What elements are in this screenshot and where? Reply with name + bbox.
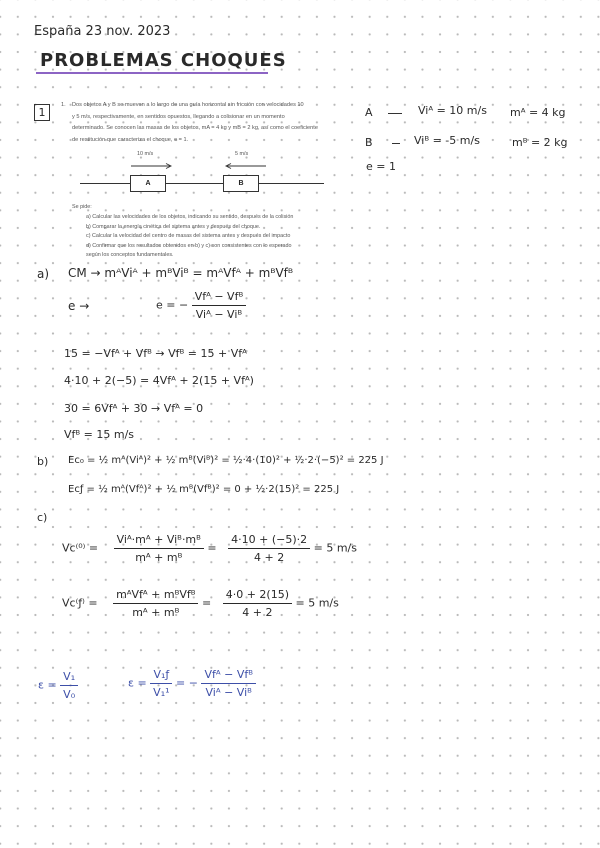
note-e2-lhs: ε = — [128, 676, 147, 690]
cm-initial-equals: = — [207, 541, 217, 555]
momentum-equation: CM → mᴬViᴬ + mᴮViᴮ = mᴬVfᴬ + mᴮVfᴮ — [68, 266, 294, 280]
page-title: PROBLEMAS CHOQUES — [40, 50, 287, 71]
arrow-right-icon — [130, 162, 174, 170]
ask-item: d) Confirmar que los resultados obtenidos en b) y c) son consistentes con lo esperado — [86, 242, 292, 249]
ask-item: c) Calcular la velocidad del centro de masas del sistema antes y después del impacto — [86, 233, 291, 239]
data-b-velocity: Viᴮ = -5 m/s — [414, 134, 480, 147]
note-epsilon-1 — [38, 670, 78, 701]
note-e2-sign: − — [188, 676, 198, 690]
cm-final-fraction — [113, 588, 198, 619]
algebra-line-3: 30 = 6Vfᴬ + 30 → Vfᴬ = 0 — [64, 402, 204, 415]
note-e1-numerator: V₁ — [60, 670, 78, 686]
ask-item: a) Calcular las velocidades de los objetos, indicando su sentido, después de la colisión — [86, 214, 294, 220]
restitution-prefix: e → — [68, 299, 90, 313]
cm-initial-fraction — [114, 533, 204, 564]
cm-final-denominator-values: 4 + 2 — [242, 606, 273, 619]
kinetic-energy-initial: Ec₀ = ½ mᴬ(Viᴬ)² + ½ mᴮ(Viᴮ)² = ½·4·(10)² + ½·2·(−5)² = 225 J — [68, 455, 384, 466]
note-e2-numerator-values: Vfᴬ − Vfᴮ — [201, 668, 256, 684]
cm-initial-numerator-values: 4·10 + (−5)·2 — [228, 533, 310, 549]
velocity-b-label: 5 m/s — [235, 151, 249, 157]
cm-initial-lhs: Vc⁽⁰⁾ = — [62, 541, 99, 555]
note-e1-denominator: V₀ — [63, 688, 76, 701]
data-a-label: A — [365, 106, 373, 119]
cm-velocity-final — [62, 588, 339, 619]
data-b-mass: mᴮ = 2 kg — [512, 136, 568, 149]
problem-number: 1 — [38, 106, 46, 119]
note-e2-numerator: V₁ƒ — [150, 668, 172, 684]
asks-list — [86, 213, 293, 261]
statement-line: determinado. Se conocen las masas de los objetos, mA = 4 kg y mB = 2 kg, así como el coeficiente — [72, 125, 318, 131]
data-a-mass: mᴬ = 4 kg — [510, 106, 566, 119]
cm-final-numerator-values: 4·0 + 2(15) — [223, 588, 292, 604]
note-e2-denominator: V₁¹ — [153, 686, 170, 699]
part-c-label: c) — [37, 511, 48, 524]
statement-line: Dos objetos A y B se mueven a lo largo de una guía horizontal sin fricción con velocidades 10 — [72, 102, 304, 108]
note-e2-equals: = — [176, 676, 186, 690]
cm-final-numerator: mᴬVfᴬ + mᴮVfᴮ — [113, 588, 198, 604]
restitution-denominator: Viᴬ − Viᴮ — [195, 308, 243, 321]
problem-statement — [72, 100, 318, 146]
block-b: B — [223, 175, 259, 192]
cm-initial-result: = 5 m/s — [313, 541, 357, 555]
cm-final-fraction-values — [223, 588, 292, 619]
statement-line: de restitución que caracteriza el choque, e = 1. — [72, 136, 189, 143]
asks-label: Se pide: — [72, 204, 92, 210]
algebra-line-2: 4·10 + 2(−5) = 4Vfᴬ + 2(15 + Vfᴬ) — [64, 374, 254, 387]
cm-initial-denominator-values: 4 + 2 — [254, 551, 285, 564]
cm-final-denominator: mᴬ + mᴮ — [132, 606, 180, 619]
problem-number-box — [34, 104, 50, 121]
note-e2-denominator-values: Viᴬ − Viᴮ — [205, 686, 252, 699]
statement-line: y 5 m/s, respectivamente, en sentidos opuestos, llegando a colisionar en un momento — [72, 113, 285, 120]
data-a-velocity: Viᴬ = 10 m/s — [418, 104, 487, 117]
cm-initial-denominator: mᴬ + mᴮ — [135, 551, 183, 564]
cm-final-lhs: Vc⁽ƒ⁾ = — [62, 596, 98, 610]
restitution-formula — [156, 290, 246, 321]
cm-initial-fraction-values — [228, 533, 310, 564]
part-a-label: a) — [37, 267, 50, 281]
arrow-left-icon — [223, 162, 267, 170]
block-a: A — [130, 175, 166, 192]
algebra-line-4: Vfᴮ = 15 m/s — [64, 428, 135, 441]
note-e2-fraction-values — [201, 668, 256, 699]
ask-item: b) Comparar la energía cinética del sistema antes y después del choque. — [86, 223, 261, 230]
kinetic-energy-final: Ecƒ = ½ mᴬ(Vfᴬ)² + ½ mᴮ(Vfᴮ)² = 0 + ½·2(15)² = 225 J — [68, 484, 340, 495]
problem-number-prefix: 1. — [61, 102, 66, 108]
collision-diagram — [80, 148, 330, 200]
cm-initial-numerator: Viᴬ·mᴬ + Viᴮ·mᴮ — [114, 533, 204, 549]
part-b-label: b) — [37, 455, 49, 468]
note-e2-fraction — [150, 668, 172, 699]
algebra-line-1: 15 = −Vfᴬ + Vfᴮ → Vfᴮ = 15 + Vfᴬ — [64, 347, 247, 360]
cm-final-result: = 5 m/s — [295, 596, 339, 610]
date-heading: España 23 nov. 2023 — [34, 24, 171, 39]
data-a-dash — [388, 113, 402, 114]
cm-velocity-initial — [62, 533, 357, 564]
cm-final-equals: = — [201, 596, 212, 610]
velocity-a-label: 10 m/s — [137, 151, 154, 157]
ask-item: según los conceptos fundamentales. — [86, 252, 174, 258]
note-epsilon-2 — [128, 668, 256, 699]
restitution-lhs: e = − — [156, 298, 189, 312]
title-underline — [36, 72, 268, 74]
data-restitution: e = 1 — [366, 160, 396, 173]
data-b-dash — [392, 143, 400, 144]
note-e1-lhs: ε = — [38, 678, 57, 692]
data-b-label: B — [365, 136, 373, 149]
note-e1-fraction — [60, 670, 78, 701]
restitution-fraction — [192, 290, 247, 321]
restitution-numerator: Vfᴬ − Vfᴮ — [192, 290, 247, 306]
guide-rail — [80, 183, 324, 184]
